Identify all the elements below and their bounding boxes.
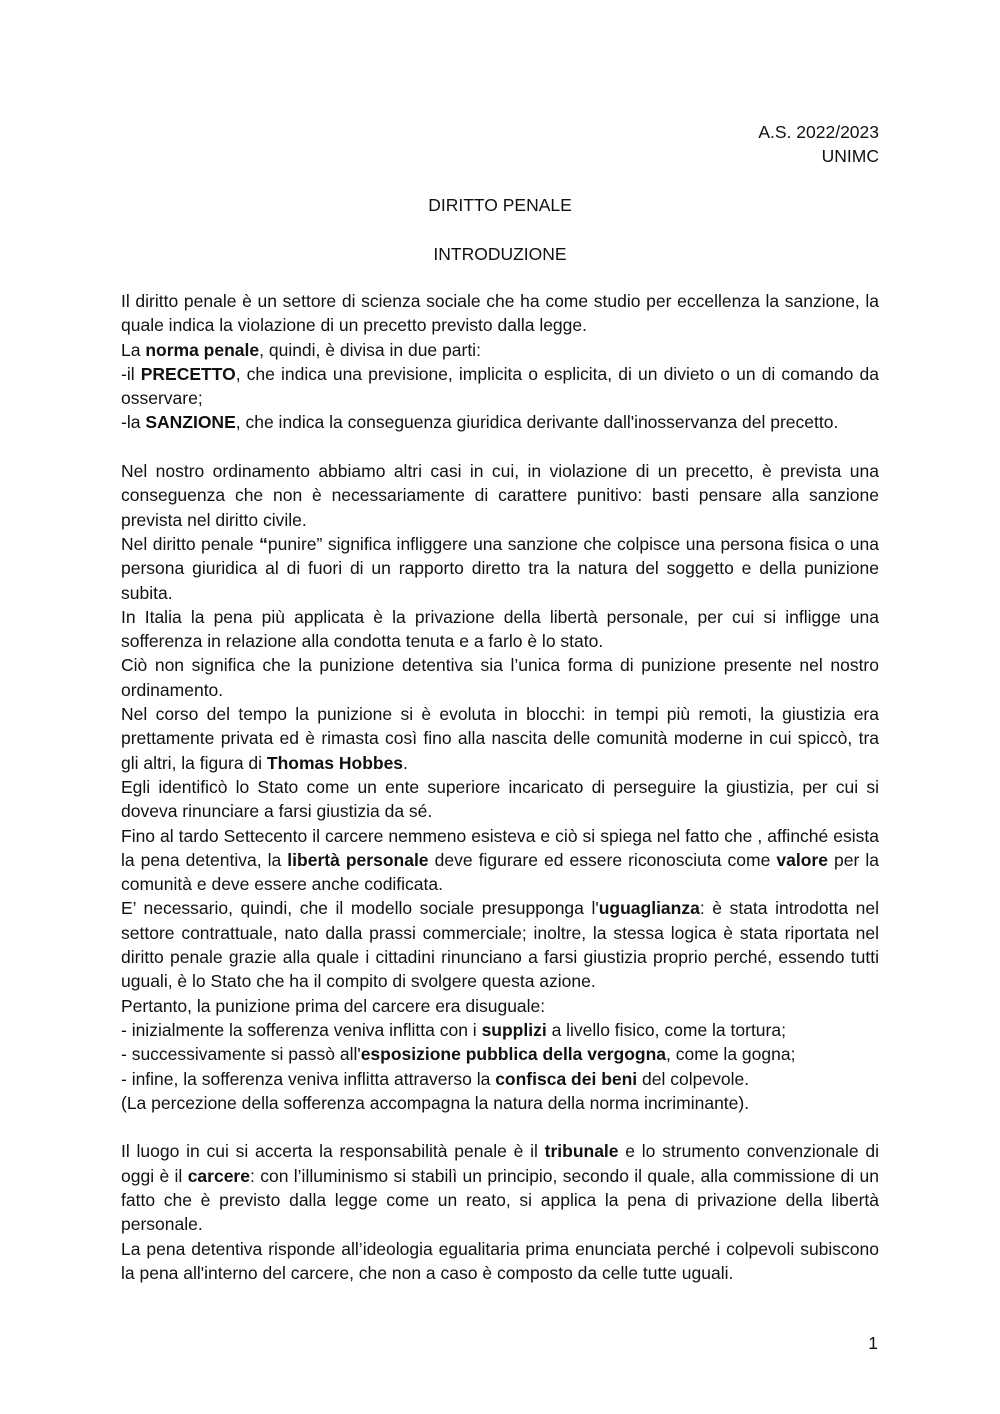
text-run: , che indica una previsione, implicita o esplicita, di un divieto o un di comando da osservare; bbox=[121, 363, 879, 409]
bold-term: valore bbox=[776, 849, 828, 870]
text-run: . bbox=[403, 752, 408, 773]
text-run: Nel corso del tempo la punizione si è evoluta in blocchi: in tempi più remoti, la giustizia era prettamente privata ed è rimasta così fino alla nascita delle comunità moderne in cui spiccò, tra gli altri, la figura di bbox=[121, 704, 879, 773]
paragraph bbox=[121, 994, 879, 1018]
bold-term: Thomas Hobbes bbox=[266, 752, 404, 773]
bold-term: tribunale bbox=[544, 1141, 619, 1162]
document-header bbox=[758, 120, 879, 168]
paragraph bbox=[121, 1237, 879, 1286]
institution-name: UNIMC bbox=[821, 146, 879, 166]
text-run: e lo strumento convenzionale di oggi è il bbox=[121, 1141, 880, 1186]
bold-term: SANZIONE bbox=[145, 412, 236, 433]
paragraph bbox=[121, 605, 879, 654]
section-heading: INTRODUZIONE bbox=[433, 244, 567, 264]
paragraph bbox=[121, 338, 879, 362]
paragraph bbox=[121, 1042, 879, 1066]
paragraph bbox=[121, 702, 879, 775]
text-run: punire” significa infliggere una sanzione che colpisce una persona fisica o una persona giuridica al di fuori di un rapporto diretto tra la natura del soggetto e della punizione subita. bbox=[121, 533, 879, 603]
paragraph bbox=[121, 459, 879, 532]
paragraph bbox=[121, 362, 879, 411]
paragraph bbox=[121, 1091, 879, 1115]
bold-term: libertà personale bbox=[287, 849, 429, 870]
paragraph bbox=[121, 532, 879, 605]
paragraph bbox=[121, 824, 879, 897]
document-title: DIRITTO PENALE bbox=[428, 195, 572, 215]
text-run: (La percezione della sofferenza accompagna la natura della norma incriminante). bbox=[121, 1092, 750, 1113]
text-run: - infine, la sofferenza veniva inflitta attraverso la bbox=[121, 1068, 496, 1089]
bold-term: confisca dei beni bbox=[495, 1068, 638, 1089]
bold-term: PRECETTO bbox=[140, 363, 236, 384]
text-run: : è stata introdotta nel settore contrattuale, nato dalla prassi commerciale; inoltre, la stessa logica è stata riportata nel diritto penale grazie alla quale i cittadini rinunciano a farsi giustizia proprio perché, essendo tutti uguali, è lo Stato che ha il compito di svolgere questa azione. bbox=[121, 898, 879, 992]
text-run: - successivamente si passò all' bbox=[121, 1044, 361, 1065]
text-run: Nel diritto penale bbox=[121, 533, 260, 554]
text-run: -la bbox=[121, 412, 146, 433]
text-run: , come la gogna; bbox=[666, 1044, 796, 1065]
text-run: , che indica la conseguenza giuridica derivante dall'inosservanza del precetto. bbox=[235, 412, 839, 433]
text-run: - inizialmente la sofferenza veniva inflitta con i bbox=[121, 1019, 482, 1040]
text-run: In Italia la pena più applicata è la privazione della libertà personale, per cui si infligge una sofferenza in relazione alla condotta tenuta e a farlo è lo stato. bbox=[121, 606, 879, 652]
text-run: -il bbox=[121, 363, 141, 384]
text-run: a livello fisico, come la tortura; bbox=[546, 1019, 786, 1040]
paragraph bbox=[121, 289, 879, 338]
text-run: : con l’illuminismo si stabilì un principio, secondo il quale, alla commissione di un fatto che è previsto dalla legge come un reato, si applica la pena di privazione della libertà personale. bbox=[121, 1165, 879, 1235]
paragraph bbox=[121, 410, 879, 434]
bold-term: esposizione pubblica della vergogna bbox=[360, 1044, 667, 1065]
bold-term: uguaglianza bbox=[598, 898, 700, 919]
paragraph bbox=[121, 775, 879, 824]
paragraph bbox=[121, 896, 879, 993]
paragraph bbox=[121, 1018, 879, 1042]
body-text bbox=[121, 289, 879, 1285]
bold-term: norma penale bbox=[145, 339, 260, 360]
text-run: Pertanto, la punizione prima del carcere era disuguale: bbox=[121, 995, 546, 1016]
text-run: del colpevole. bbox=[637, 1068, 750, 1089]
text-run: Ciò non significa che la punizione detentiva sia l’unica forma di punizione presente nel nostro ordinamento. bbox=[121, 655, 879, 700]
academic-year: A.S. 2022/2023 bbox=[758, 122, 879, 142]
text-run: E’ necessario, quindi, che il modello sociale presupponga l' bbox=[121, 898, 599, 919]
bold-term: “ bbox=[259, 533, 268, 554]
text-run: , quindi, è divisa in due parti: bbox=[259, 339, 481, 360]
text-run: Egli identificò lo Stato come un ente superiore incaricato di perseguire la giustizia, per cui si doveva rinunciare a farsi giustizia da sé. bbox=[121, 776, 879, 822]
paragraph bbox=[121, 1067, 879, 1091]
text-run: per la comunità e deve essere anche codificata. bbox=[121, 849, 879, 895]
page-number: 1 bbox=[868, 1333, 878, 1353]
text-run: Il luogo in cui si accerta la responsabilità penale è il bbox=[121, 1141, 545, 1162]
text-run: Nel nostro ordinamento abbiamo altri casi in cui, in violazione di un precetto, è prevista una conseguenza che non è necessariamente di carattere punitivo: basti pensare alla sanzione prevista nel diritto civile. bbox=[121, 461, 879, 530]
text-run: La pena detentiva risponde all’ideologia egualitaria prima enunciata perché i colpevoli subiscono la pena all'interno del carcere, che non a caso è composto da celle tutte uguali. bbox=[121, 1238, 879, 1283]
text-run: deve figurare ed essere riconosciuta come bbox=[428, 849, 777, 870]
bold-term: carcere bbox=[187, 1165, 250, 1186]
bold-term: supplizi bbox=[481, 1019, 547, 1040]
text-run: Il diritto penale è un settore di scienza sociale che ha come studio per eccellenza la sanzione, la quale indica la violazione di un precetto previsto dalla legge. bbox=[121, 291, 879, 336]
paragraph bbox=[121, 653, 879, 702]
text-run: La bbox=[121, 339, 146, 360]
paragraph bbox=[121, 1139, 879, 1236]
text-run: Fino al tardo Settecento il carcere nemmeno esisteva e ciò si spiega nel fatto che , affinché esista la pena detentiva, la bbox=[121, 825, 879, 870]
